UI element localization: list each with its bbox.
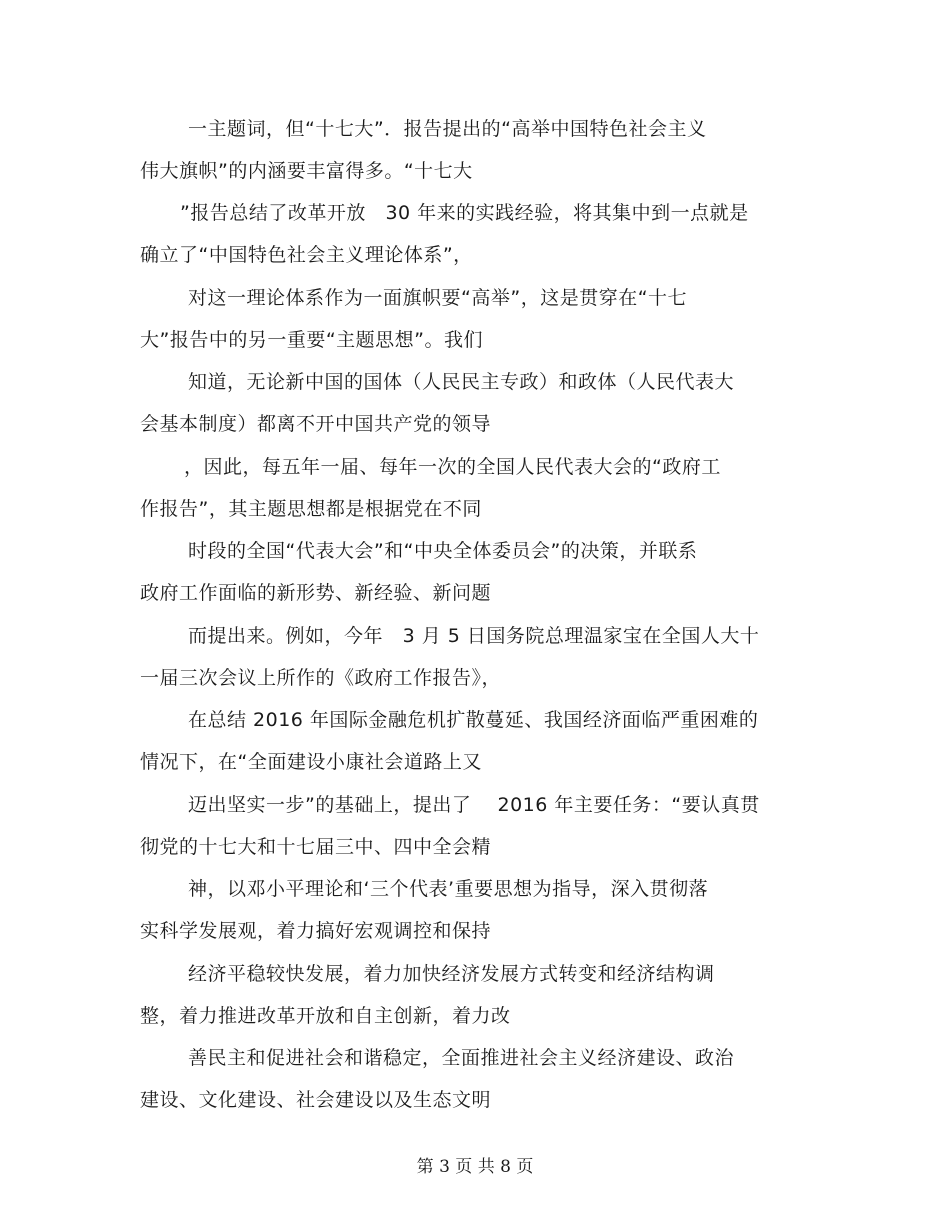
text-line: 情况下，在“全面建设小康社会道路上又 <box>140 751 482 773</box>
text-line: ”报告总结了改革开放 30 年来的实践经验，将其集中到一点就是 <box>180 202 749 224</box>
text-line: ，因此，每五年一届、每年一次的全国人民代表大会的“政府工 <box>184 456 721 478</box>
text-line: 神，以邓小平理论和‘三个代表’重要思想为指导，深入贯彻落 <box>188 878 709 900</box>
text-line: 而提出来。例如，今年 3 月 5 日国务院总理温家宝在全国人大十 <box>188 625 760 647</box>
text-line: 时段的全国“代表大会”和“中央全体委员会”的决策，并联系 <box>188 540 698 562</box>
text-line: 整，着力推进改革开放和自主创新，着力改 <box>140 1005 511 1027</box>
text-line: 建设、文化建设、社会建设以及生态文明 <box>140 1089 492 1111</box>
text-line: 伟大旗帜”的内涵要丰富得多。“十七大 <box>140 160 473 182</box>
text-line: 确立了“中国特色社会主义理论体系”， <box>140 244 473 266</box>
text-line: 作报告”，其主题思想都是根据党在不同 <box>140 498 482 520</box>
text-line: 善民主和促进社会和谐稳定，全面推进社会主义经济建设、政治 <box>188 1047 735 1069</box>
page-number-footer: 第 3 页 共 8 页 <box>416 1157 534 1177</box>
text-line: 政府工作面临的新形势、新经验、新问题 <box>140 582 492 604</box>
text-line: 一届三次会议上所作的《政府工作报告》， <box>140 667 502 689</box>
text-line: 在总结 2016 年国际金融危机扩散蔓延、我国经济面临严重困难的 <box>188 709 759 731</box>
text-line: 知道，无论新中国的国体（人民民主专政）和政体（人民代表大 <box>188 371 735 393</box>
text-line: 迈出坚实一步”的基础上，提出了 2016 年主要任务：“要认真贯 <box>188 794 760 816</box>
text-line: 一主题词，但“十七大”．报告提出的“高举中国特色社会主义 <box>188 118 707 140</box>
text-line: 实科学发展观，着力搞好宏观调控和保持 <box>140 920 492 942</box>
text-line: 会基本制度）都离不开中国共产党的领导 <box>140 413 492 435</box>
text-line: 大”报告中的另一重要“主题思想”。我们 <box>140 329 484 351</box>
text-line: 经济平稳较快发展，着力加快经济发展方式转变和经济结构调 <box>188 963 715 985</box>
text-line: 彻党的十七大和十七届三中、四中全会精 <box>140 836 492 858</box>
text-line: 对这一理论体系作为一面旗帜要“高举”，这是贯穿在“十七 <box>188 287 688 309</box>
